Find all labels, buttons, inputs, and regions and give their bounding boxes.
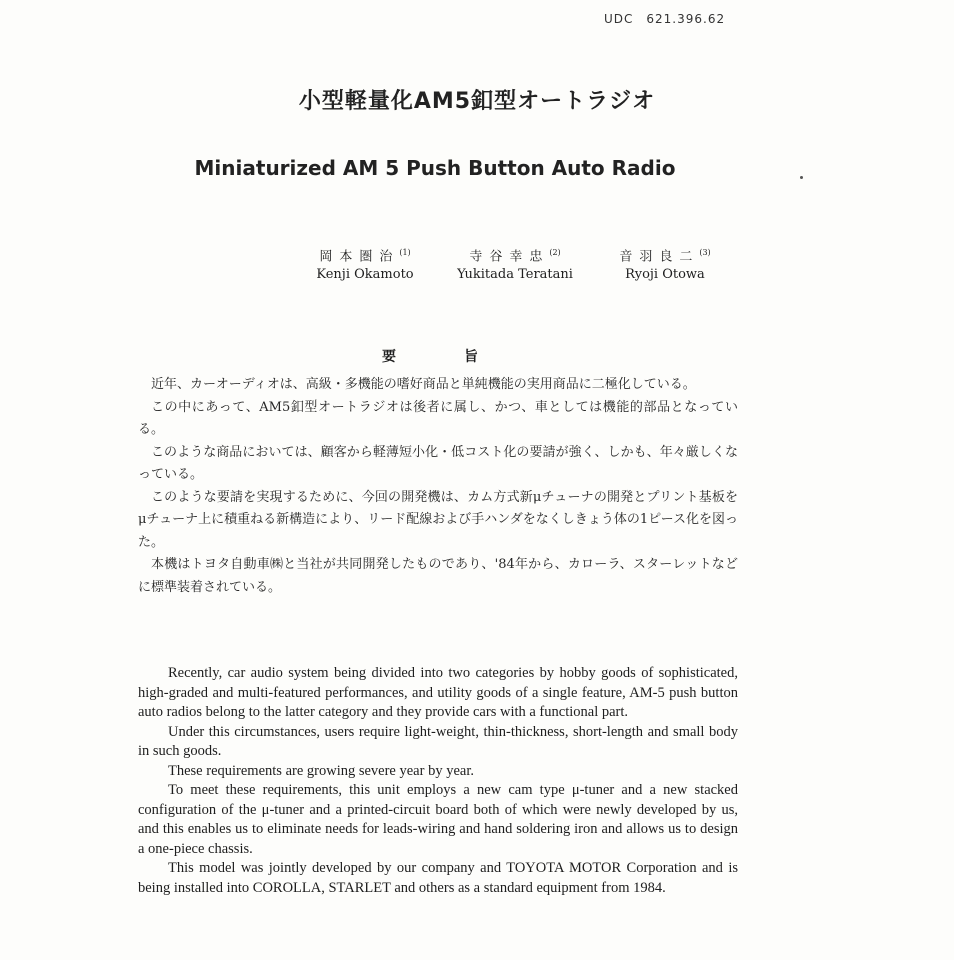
english-abstract-paragraph: These requirements are growing severe year by year. xyxy=(168,762,474,779)
author-name-jp: 寺谷幸忠 xyxy=(469,249,550,265)
english-abstract xyxy=(138,664,738,898)
english-abstract-paragraph: To meet these requirements, this unit employs a new cam type μ-tuner and a new stacked configuration of the μ-tuner and a printed-circuit board both of which were newly developed by us, and this enables us to eliminate needs for leads-wiring and hand soldering iron and allows us to design a one-piece chassis. xyxy=(138,782,738,857)
author-affiliation-mark: (2) xyxy=(549,248,561,257)
author-name-jp: 岡本圏治 xyxy=(319,249,400,265)
author xyxy=(600,244,730,284)
author-affiliation-mark: (3) xyxy=(699,248,711,257)
udc-code: UDC 621.396.62 xyxy=(604,12,726,26)
english-abstract-paragraph: Under this circumstances, users require light-weight, thin-thickness, short-length and small body in such goods. xyxy=(138,723,738,759)
abstract-heading xyxy=(382,346,478,366)
japanese-abstract-paragraph: このような要請を実現するために、今回の開発機は、カム方式新μチューナの開発とプリント基板をμチューナ上に積重ねる新構造により、リード配線および手ハンダをなくしきょう体の1ピース化を図った。 xyxy=(138,489,738,550)
japanese-abstract-paragraph: 本機はトヨタ自動車㈱と当社が共同開発したものであり、'84年から、カローラ、スターレットなどに標準装着されている。 xyxy=(138,557,738,595)
japanese-abstract-paragraph: 近年、カーオーディオは、高級・多機能の嗜好商品と単純機能の実用商品に二極化している。 xyxy=(151,377,696,392)
japanese-title: 小型軽量化AM5釦型オートラジオ xyxy=(298,89,656,114)
author xyxy=(440,244,590,284)
author-name-en: Ryoji Otowa xyxy=(625,267,705,283)
author-name-jp: 音羽良二 xyxy=(619,249,700,265)
author xyxy=(300,244,430,284)
japanese-abstract-paragraph: このような商品においては、顧客から軽薄短小化・低コスト化の要請が強く、しかも、年々厳しくなっている。 xyxy=(138,444,738,482)
abstract-heading-char: 要 xyxy=(382,349,396,365)
japanese-abstract xyxy=(138,374,738,599)
author-name-en: Kenji Okamoto xyxy=(316,267,414,283)
author-affiliation-mark: (1) xyxy=(399,248,411,257)
abstract-heading-char: 旨 xyxy=(464,349,478,365)
japanese-abstract-paragraph: この中にあって、AM5釦型オートラジオは後者に属し、かつ、車としては機能的部品となっている。 xyxy=(138,399,738,437)
english-abstract-paragraph: This model was jointly developed by our company and TOYOTA MOTOR Corporation and is being installed into COROLLA, STARLET and others as a standard equipment from 1984. xyxy=(138,860,738,896)
scan-speck xyxy=(800,176,803,179)
author-list xyxy=(300,244,740,284)
english-abstract-paragraph: Recently, car audio system being divided into two categories by hobby goods of sophisticated, high-graded and multi-featured performances, and utility goods of a single feature, AM-5 push button auto radios belong to the latter category and they provide cars with a functional part. xyxy=(138,665,738,720)
english-title: Miniaturized AM 5 Push Button Auto Radio xyxy=(194,156,676,180)
author-name-en: Yukitada Teratani xyxy=(457,267,573,283)
